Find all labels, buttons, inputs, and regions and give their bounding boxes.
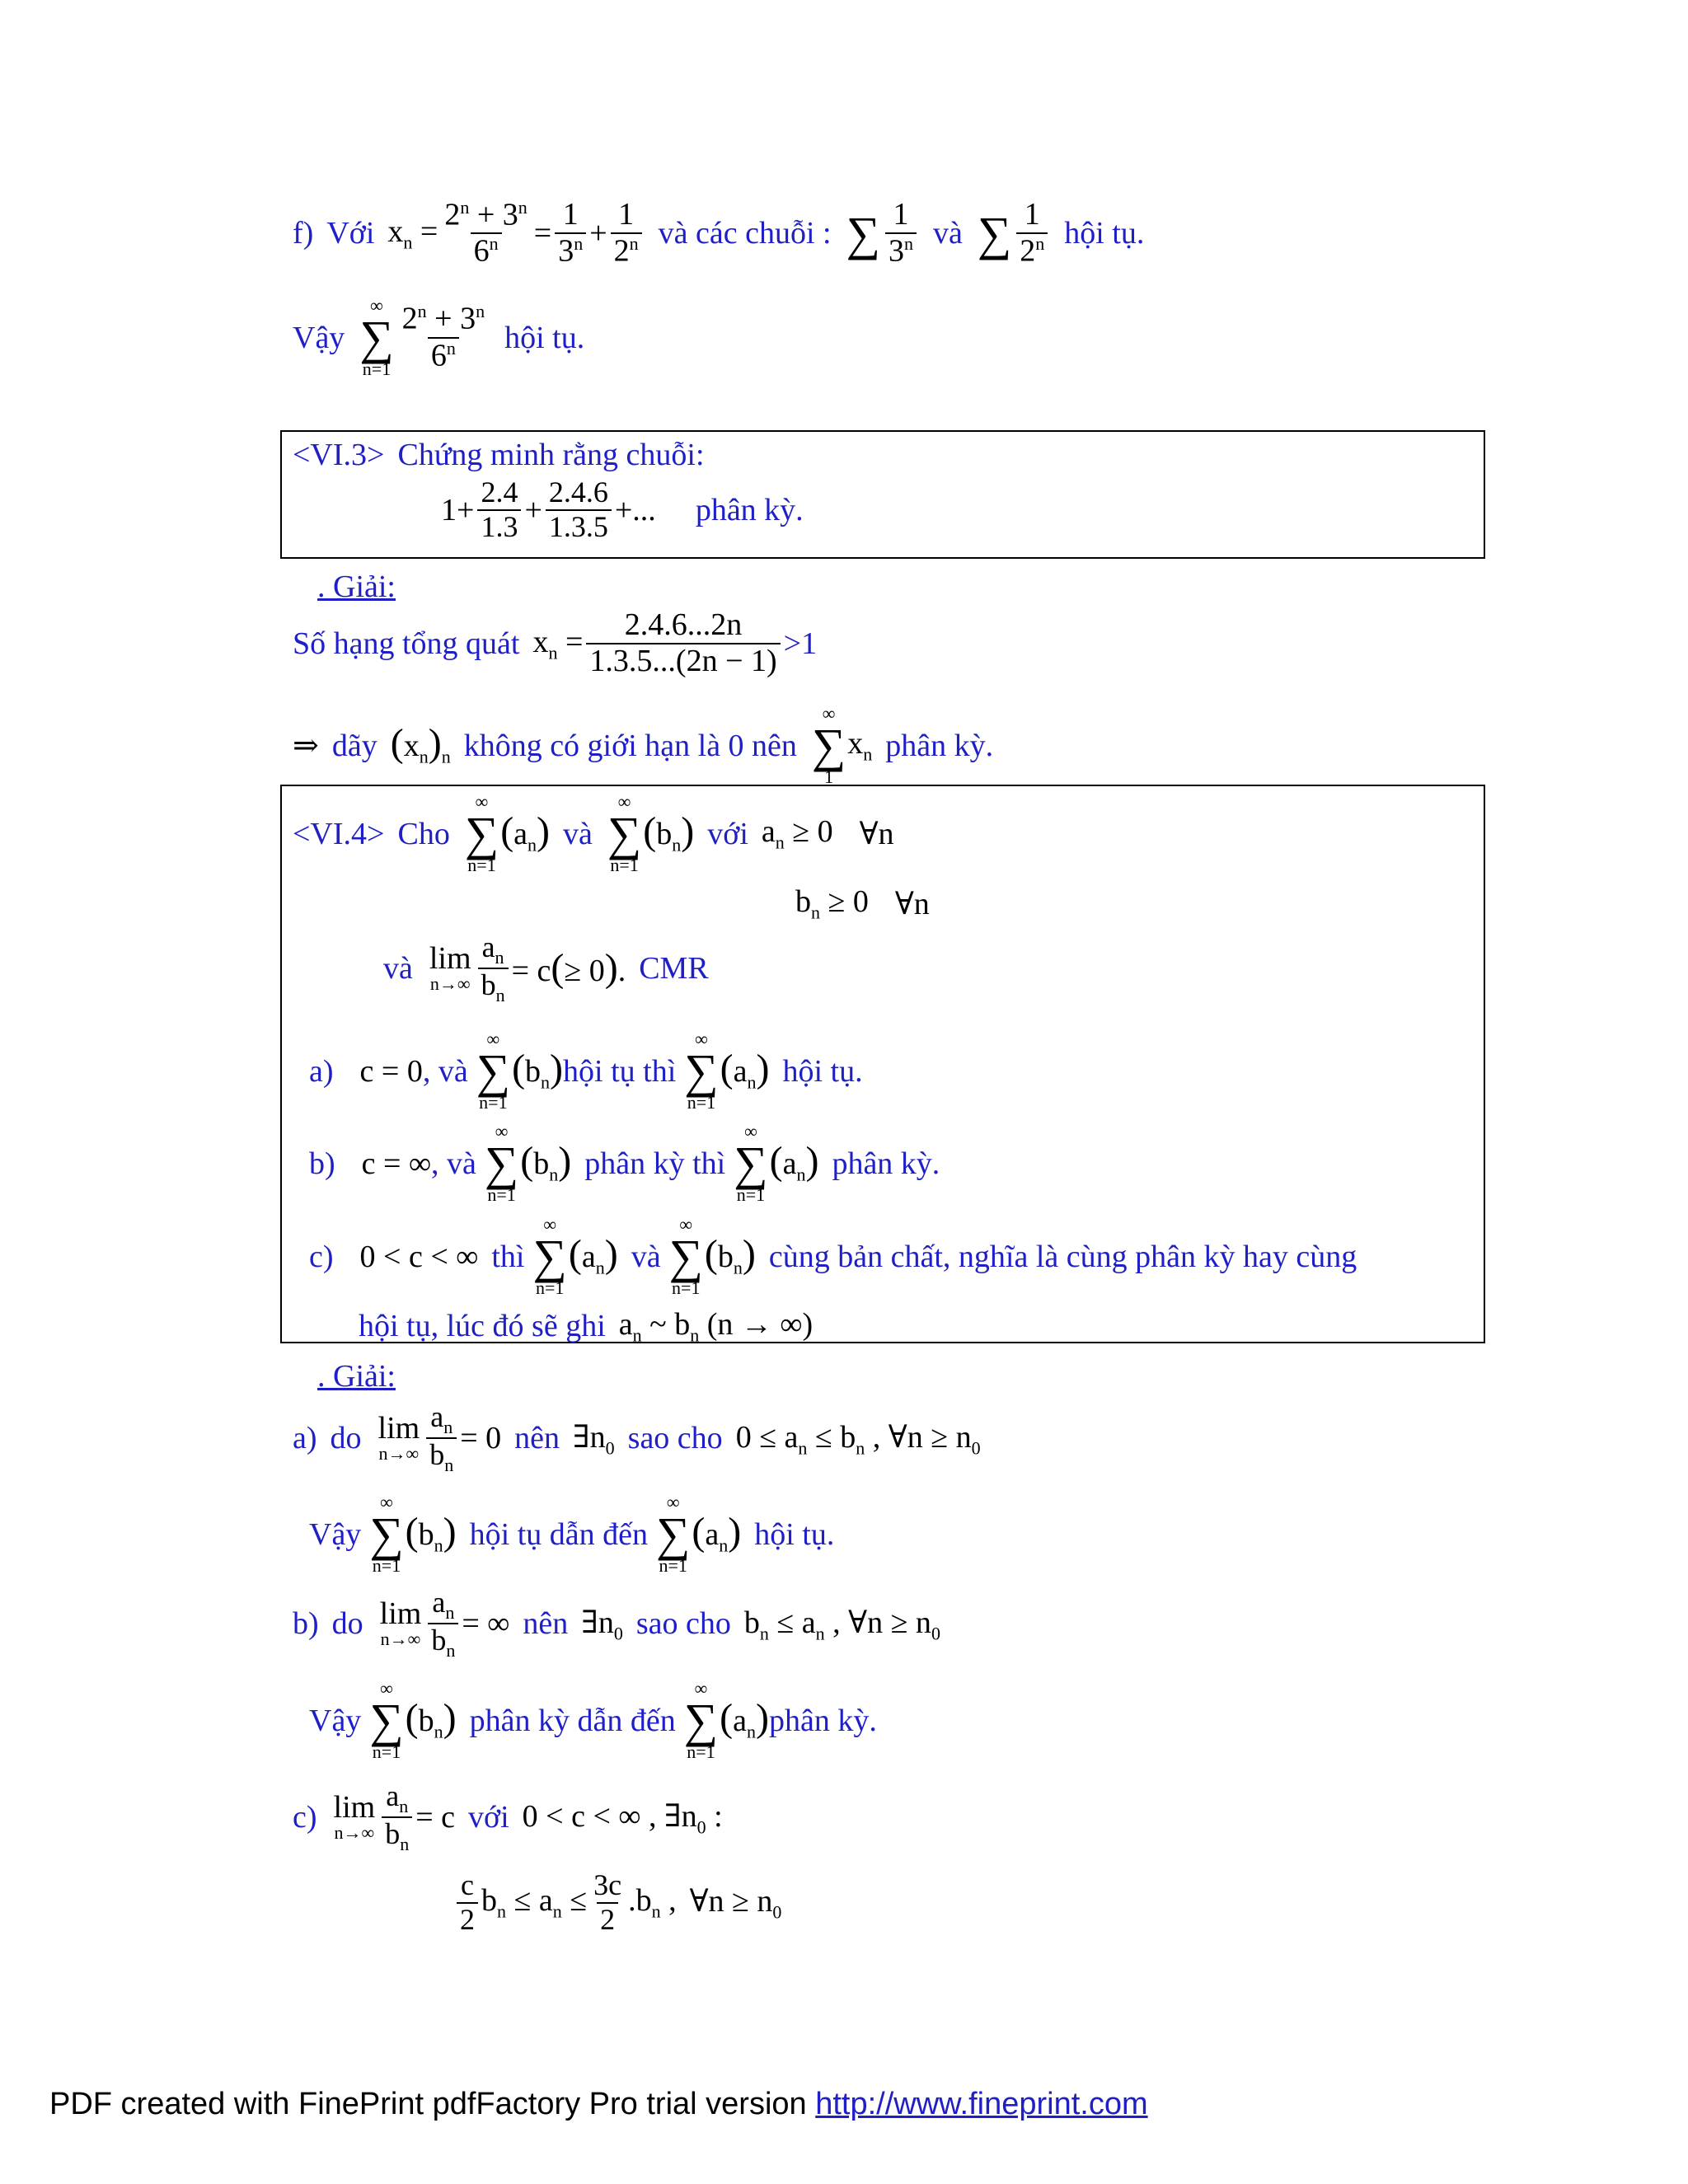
fraction-an-bn: $\frac{a_n}{b_n}$ [382, 1780, 412, 1855]
sum-n1-inf: ∞ ∑ n=1 [464, 791, 499, 876]
fraction-2n3n-6n-sum: $\frac{2^n + 3^n}{6^n}$ [401, 301, 485, 373]
sol-a-vay: Vậy [309, 1516, 362, 1552]
vi4-a-cond: c = 0 [359, 1053, 423, 1089]
vi4-limit-line: và lim n→∞ $\frac{a_n}{b_n}$ = c(≥ 0). CMR [383, 930, 709, 1006]
sum-n1-inf: ∞ ∑ n=1 [359, 295, 394, 380]
vi3-header: <VI.3> [293, 438, 385, 472]
vi4-part-c: c) 0 < c < ∞ thì ∞ ∑ n=1 $(a_n)$ và ∞ ∑ n=1 $(b_n)$ cùng bản chất, nghĩa là cùng phân kỳ hay cùng [309, 1214, 1357, 1299]
fraction-2n3n-6n: $\frac{2^n + 3^n}{6^n}$ [444, 197, 528, 269]
sol-a-do: do [330, 1421, 362, 1456]
cond-a: $a_n \ge 0$ [761, 814, 833, 853]
sum-n1-inf: ∞ ∑ n=1 [607, 791, 642, 876]
vi4-part-c-line2: hội tụ, lúc đó sẽ ghi $a_n$ ~ $b_n$ (n → ∞) [359, 1307, 814, 1346]
part-f-va: và [932, 216, 963, 251]
vi4-b-va: , và [431, 1146, 476, 1181]
sum-symbol: ∑ [977, 206, 1012, 260]
vi3-general-term: Số hạng tổng quát $x_n$ = $\frac{2.4.6...2n}{1.3.5...(2n - 1)}$ >1 [293, 607, 818, 678]
vay-label: Vậy [293, 320, 345, 355]
part-f-line: f) Với $x_n$ = $\frac{2^n + 3^n}{6^n}$ = $\frac{1}{3^n}$ + $\frac{1}{2^n}$ và các chuỗi : ∑ $\frac{1}{3^n}$ và ∑ $\frac{1}{2^n}$ hội tụ. [293, 197, 1145, 269]
vi4-sol-b: b) do lim n→∞ $\frac{a_n}{b_n}$ = ∞ nên $\exists n_0$ sao cho $b_n \le a_n$ , ∀n ≥ $n_0$ [293, 1586, 940, 1661]
fraction-an-bn: $\frac{a_n}{b_n}$ [426, 1401, 457, 1476]
vi4-b-phanky: phân kỳ. [832, 1146, 940, 1181]
sum-n1-inf: ∞ ∑ n=1 [683, 1678, 719, 1763]
sum-1-inf: ∞ ∑ 1 [811, 703, 846, 788]
vi4-b-phanky-thi: phân kỳ thì [584, 1146, 726, 1181]
vi4-part-b: b) c = ∞ , và ∞ ∑ n=1 $(b_n)$ phân kỳ thì ∞ ∑ n=1 $(a_n)$ phân kỳ. [309, 1121, 940, 1206]
sol-c-voi: với [468, 1800, 509, 1835]
vi4-voi: với [707, 816, 748, 851]
vi4-c-line2: hội tụ, lúc đó sẽ ghi [359, 1309, 606, 1344]
giai-label: . Giải: [317, 569, 396, 604]
formula-xn: $x_n$ = [387, 214, 438, 253]
sol-b-vay: Vậy [309, 1703, 362, 1738]
sum-n1-inf: ∞ ∑ n=1 [668, 1214, 703, 1299]
vi4-c-tail: cùng bản chất, nghĩa là cùng phân kỳ hay cùng [768, 1239, 1357, 1274]
vi4-c-thi: thì [491, 1239, 525, 1274]
vi4-giai [317, 1358, 396, 1394]
gt-one: >1 [783, 626, 818, 661]
fraction-3c-2: $\frac{3c}{2}$ [593, 1868, 622, 1936]
limit-operator: lim n→∞ [333, 1790, 376, 1844]
vi4-cmr: CMR [639, 951, 709, 987]
vi4-sol-b-vay: Vậy ∞ ∑ n=1 $(b_n)$ phân kỳ dẫn đến ∞ ∑ n=1 $(a_n)$ phân kỳ. [309, 1678, 877, 1763]
part-f-voi: Với [326, 216, 375, 251]
vi4-a-hoitu: hội tụ. [782, 1053, 863, 1089]
sum-n1-inf: ∞ ∑ n=1 [656, 1492, 691, 1577]
vi4-va2: và [383, 951, 413, 987]
fraction-general-term: $\frac{2.4.6...2n}{1.3.5...(2n - 1)}$ [586, 608, 780, 679]
sum-n1-inf: ∞ ∑ n=1 [532, 1214, 567, 1299]
part-f-hoi-tu: hội tụ. [1064, 216, 1145, 251]
vi4-header: <VI.4> [293, 816, 385, 851]
footer-text: PDF created with FinePrint pdfFactory Pro trial version [49, 2087, 807, 2121]
fraction-246-135: $\frac{2.4.6}{1.3.5}$ [546, 476, 612, 543]
vi3-conclusion: ⇒ dãy $(x_n)_n$ không có giới hạn là 0 nên ∞ ∑ 1 $x_n$ phân kỳ. [293, 703, 994, 788]
sol-b-do: do [331, 1606, 363, 1642]
vi4-a-va: , và [422, 1053, 468, 1089]
sol-a-sao-cho: sao cho [627, 1421, 723, 1456]
vi3-sol-phan-ky: phân kỳ. [885, 728, 994, 763]
fraction-c-2: $\frac{c}{2}$ [457, 1869, 478, 1936]
vi4-b-cond: c = ∞ [361, 1146, 432, 1181]
sum-n1-inf: ∞ ∑ n=1 [476, 1029, 511, 1113]
fraction-1-2n-series: $\frac{1}{2^n}$ [1016, 198, 1048, 269]
sum-n1-inf: ∞ ∑ n=1 [734, 1121, 768, 1206]
part-f-label: f) [293, 216, 314, 251]
giai-label-2: . Giải: [317, 1359, 396, 1394]
vi3-series-tail: +... [614, 492, 656, 527]
sum-n1-inf: ∞ ∑ n=1 [369, 1678, 404, 1763]
pdf-footer [49, 2087, 1148, 2122]
vi4-header-line: <VI.4> Cho ∞ ∑ n=1 $(a_n)$ và ∞ ∑ n=1 $(b_n)$ với $a_n \ge 0$ ∀n [293, 791, 894, 876]
vi4-sol-c-bounds: $\frac{c}{2}$ $b_n \le a_n$ ≤ $\frac{3c}{2}$ $.b_n$ , ∀n ≥ $n_0$ [453, 1869, 781, 1936]
vi4-sol-a-vay: Vậy ∞ ∑ n=1 $(b_n)$ hội tụ dẫn đến ∞ ∑ n=1 $(a_n)$ hội tụ. [309, 1492, 835, 1577]
forall-a: ∀n [859, 817, 894, 852]
sol-b-phanky-dan-den: phân kỳ dẫn đến [469, 1703, 676, 1738]
vi4-va: và [563, 816, 593, 851]
vi4-c-cond: 0 < c < ∞ [359, 1239, 479, 1274]
vi3-prompt: Chứng minh rằng chuỗi: [397, 438, 705, 472]
vi3-prompt-line [293, 437, 705, 473]
fraction-1-3n: $\frac{1}{3^n}$ [555, 198, 586, 269]
forall-b: ∀n [894, 886, 930, 921]
sol-b-label: b) [293, 1606, 319, 1642]
sol-a-nen: nên [514, 1421, 560, 1456]
sol-a-label: a) [293, 1421, 317, 1456]
sol-b-sao-cho: sao cho [635, 1606, 731, 1642]
sol-a-hoitu: hội tụ. [754, 1516, 835, 1552]
vi4-a-hoitu-thi: hội tụ thì [563, 1053, 677, 1089]
vi3-series-line: 1+ $\frac{2.4}{1.3}$ + $\frac{2.4.6}{1.3.5}$ +... phân kỳ. [441, 476, 804, 543]
sol-c-label: c) [293, 1800, 317, 1835]
implies-symbol: ⇒ [293, 729, 319, 764]
vi3-phan-ky: phân kỳ. [695, 492, 804, 527]
fraction-an-bn: $\frac{a_n}{b_n}$ [478, 931, 509, 1006]
vi4-c-va: và [631, 1239, 661, 1274]
vi4-sol-a: a) do lim n→∞ $\frac{a_n}{b_n}$ = 0 nên $\exists n_0$ sao cho $0 \le a_n \le b_n$ , ∀n ≥ $n_0$ [293, 1400, 981, 1476]
sol-b-phanky: phân kỳ. [768, 1703, 877, 1738]
vi4-c-label: c) [309, 1239, 334, 1274]
vi4-part-a: a) c = 0 , và ∞ ∑ n=1 $(b_n)$ hội tụ thì ∞ ∑ n=1 $(a_n)$ hội tụ. [309, 1029, 863, 1113]
vi4-sol-c: c) lim n→∞ $\frac{a_n}{b_n}$ = c với 0 < c < ∞ , $\exists n_0$ : [293, 1779, 723, 1855]
vi4-a-label: a) [309, 1053, 334, 1089]
sum-n1-inf: ∞ ∑ n=1 [369, 1492, 404, 1577]
vi4-cho: Cho [397, 816, 450, 851]
fraction-1-3n-series: $\frac{1}{3^n}$ [885, 198, 917, 269]
vi3-giai [317, 569, 396, 605]
khong-co-label: không có giới hạn là 0 nên [463, 728, 797, 763]
part-f-va-cac-chuoi: và các chuỗi : [658, 216, 832, 251]
part-f-conclusion [293, 297, 584, 378]
fraction-1-2n: $\frac{1}{2^n}$ [611, 198, 642, 269]
sol-b-nen: nên [523, 1606, 569, 1642]
vi4-cond-b: $b_n \ge 0$ ∀n [795, 884, 930, 923]
conclusion-hoi-tu: hội tụ. [504, 320, 585, 355]
sol-a-hoitu-dan-den: hội tụ dẫn đến [469, 1516, 648, 1552]
so-hang-label: Số hạng tổng quát [293, 626, 520, 661]
fraction-an-bn: $\frac{a_n}{b_n}$ [428, 1586, 458, 1661]
limit-operator: lim n→∞ [379, 1596, 422, 1650]
footer-link[interactable]: http://www.fineprint.com [815, 2087, 1148, 2121]
limit-operator: lim n→∞ [429, 941, 471, 995]
sum-symbol: ∑ [846, 206, 880, 260]
sum-n1-inf: ∞ ∑ n=1 [684, 1029, 719, 1113]
vi4-b-label: b) [309, 1146, 335, 1181]
limit-operator: lim n→∞ [377, 1411, 420, 1465]
day-label: dãy [331, 728, 377, 763]
fraction-24-13: $\frac{2.4}{1.3}$ [477, 476, 521, 543]
sum-n1-inf: ∞ ∑ n=1 [484, 1121, 519, 1206]
